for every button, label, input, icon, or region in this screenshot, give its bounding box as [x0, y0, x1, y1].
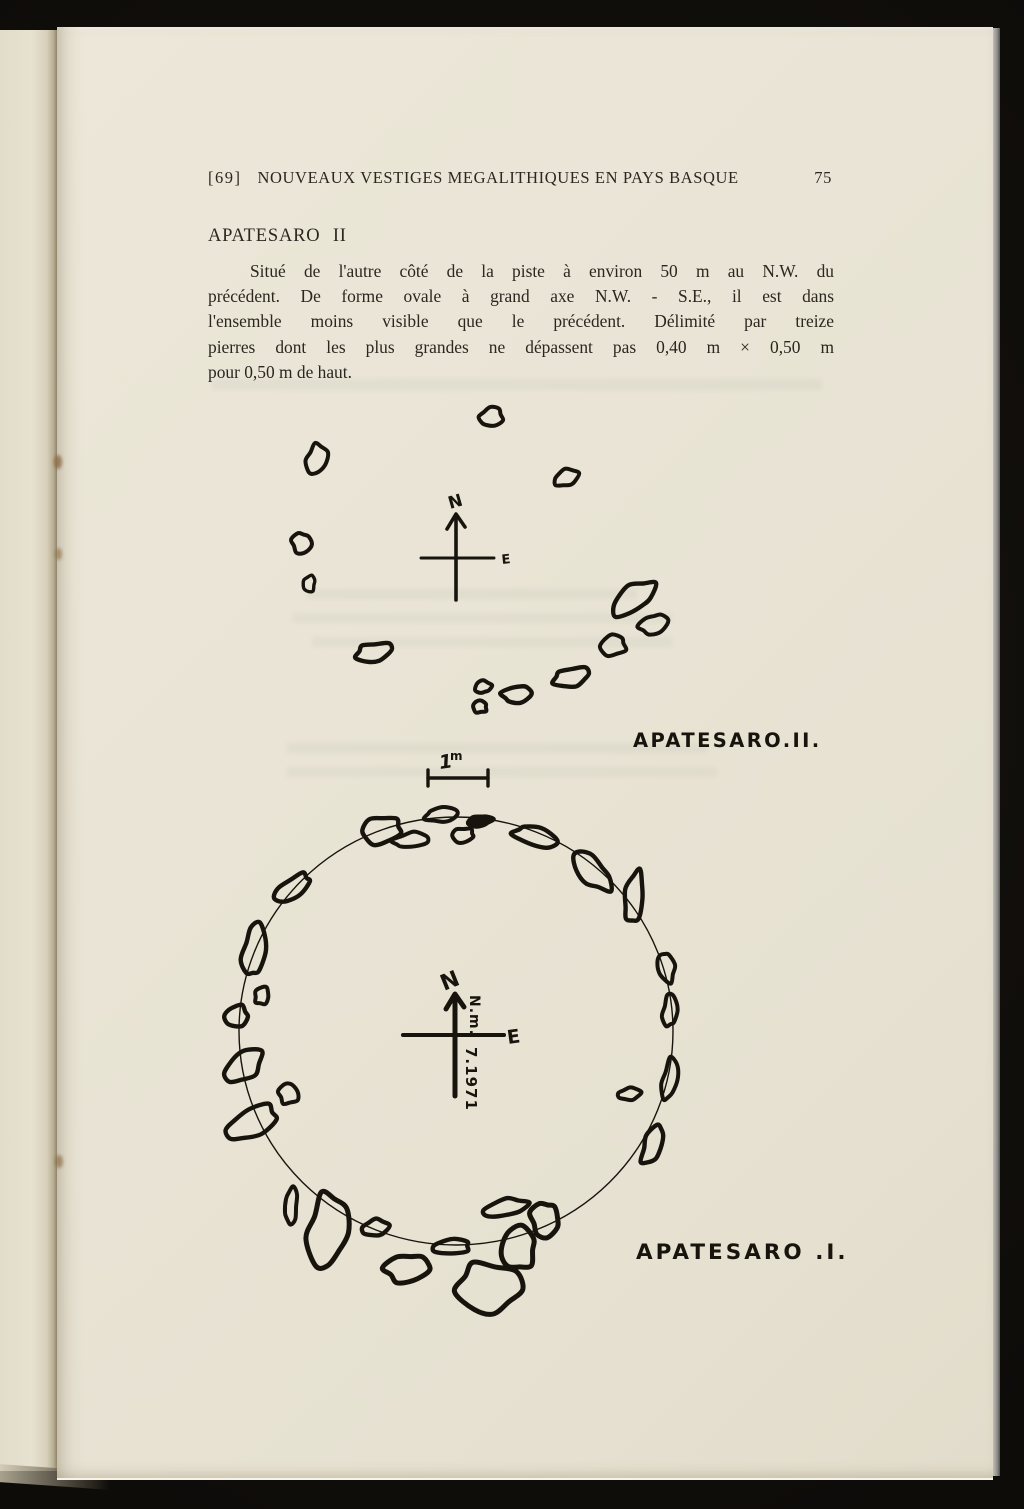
stone-apatesaro-1: [468, 816, 494, 826]
stone-apatesaro-1: [224, 1005, 248, 1027]
stone-apatesaro-1: [501, 1225, 534, 1267]
page-number: 75: [814, 168, 832, 187]
section-title: APATESARO II: [208, 226, 347, 246]
stone-apatesaro-2: [600, 634, 626, 656]
paragraph-line: pierres dont les plus grandes ne dépassent pas 0,40 m × 0,50 m: [208, 336, 834, 357]
stone-apatesaro-2: [475, 680, 492, 693]
paragraph-line: précédent. De forme ovale à grand axe N.W. - S.E., il est dans: [208, 286, 834, 307]
scale-bar-label-m: m: [450, 749, 463, 763]
stone-apatesaro-1: [274, 872, 310, 901]
stone-apatesaro-1: [362, 818, 401, 845]
stone-apatesaro-1: [618, 1087, 642, 1100]
stone-apatesaro-1: [454, 1262, 523, 1314]
compass-east-label: E: [500, 552, 513, 568]
compass-magnetic-north-label: N.m.: [466, 995, 482, 1036]
book-page: [57, 27, 993, 1478]
left-page-stack-edge: [0, 30, 57, 1471]
stone-apatesaro-1: [641, 1125, 664, 1164]
stone-apatesaro-1: [625, 869, 643, 921]
stone-apatesaro-1: [255, 987, 268, 1005]
stone-apatesaro-1: [530, 1203, 559, 1238]
compass-survey-date-label: 7.1971: [462, 1047, 480, 1111]
scale-bar-label-1: 1: [437, 750, 454, 774]
article-ref: [69]: [208, 168, 242, 187]
stone-apatesaro-1: [433, 1239, 469, 1254]
stone-apatesaro-1: [424, 807, 458, 822]
stone-apatesaro-1: [657, 954, 675, 984]
paragraph-line: Situé de l'autre côté de la piste à environ 50 m au N.W. du: [250, 261, 834, 281]
stone-apatesaro-2: [637, 614, 668, 634]
stone-apatesaro-2: [479, 407, 504, 426]
megalith-site-plan-figure: [57, 27, 993, 1478]
stone-apatesaro-1: [483, 1198, 530, 1217]
stone-apatesaro-2: [613, 582, 656, 617]
compass-north-label: N: [436, 966, 465, 997]
stone-apatesaro-1: [511, 826, 558, 847]
stone-apatesaro-1: [278, 1083, 299, 1104]
stone-apatesaro-1: [382, 1256, 430, 1283]
compass-north-label: N: [445, 490, 467, 514]
paragraph-line: pour 0,50 m de haut.: [208, 361, 352, 382]
stone-apatesaro-1: [391, 832, 428, 847]
stone-apatesaro-1: [285, 1186, 297, 1224]
stone-apatesaro-2: [473, 700, 486, 712]
stone-apatesaro-2: [355, 643, 392, 662]
stone-apatesaro-2: [303, 575, 315, 592]
stone-apatesaro-1: [662, 994, 678, 1027]
label-apatesaro-1: APATESARO .I.: [636, 1240, 849, 1265]
stone-apatesaro-1: [452, 828, 473, 842]
stone-apatesaro-1: [661, 1057, 678, 1100]
stone-apatesaro-1: [224, 1049, 262, 1082]
stone-apatesaro-2: [555, 469, 580, 486]
stone-apatesaro-2: [305, 443, 328, 474]
label-apatesaro-2: APATESARO.II.: [633, 729, 822, 752]
stone-apatesaro-1: [241, 922, 267, 974]
stone-apatesaro-2: [500, 686, 532, 703]
stone-apatesaro-1: [226, 1104, 277, 1140]
compass-east-label: E: [505, 1025, 523, 1049]
stone-apatesaro-2: [291, 533, 312, 554]
stone-apatesaro-1: [573, 851, 612, 891]
running-title: NOUVEAUX VESTIGES MEGALITHIQUES EN PAYS BASQUE: [257, 168, 739, 187]
stone-apatesaro-1: [362, 1219, 390, 1236]
paragraph-line: l'ensemble moins visible que le précédent. Délimité par treize: [208, 311, 834, 332]
stone-apatesaro-2: [552, 667, 589, 687]
